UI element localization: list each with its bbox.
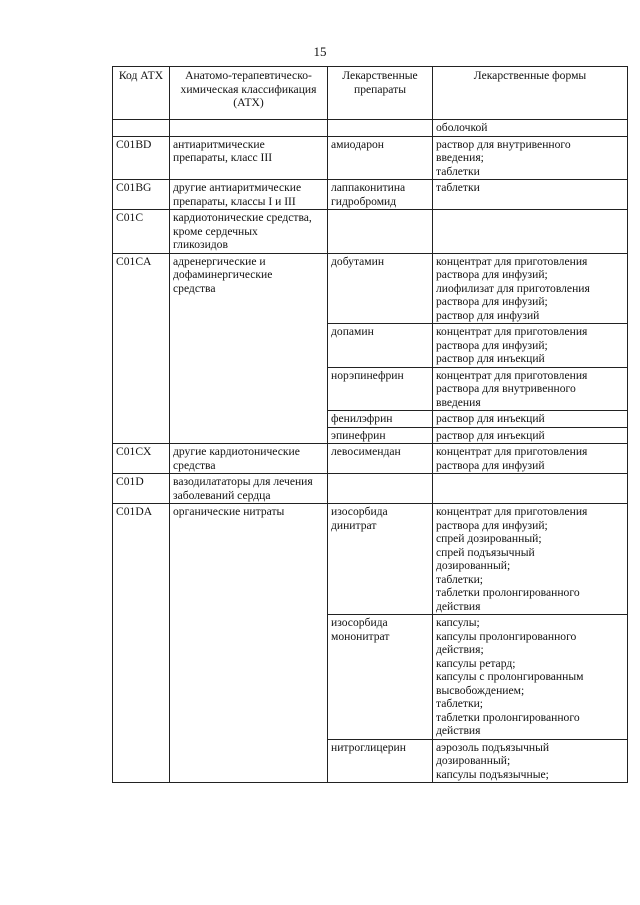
drug-cell: допамин: [328, 324, 433, 368]
atc-code-cell: C01BG: [113, 180, 170, 210]
classification-cell: другие кардиотонические средства: [170, 444, 328, 474]
drug-cell: нитроглицерин: [328, 739, 433, 783]
classification-cell: другие антиаритмические препараты, классы I и III: [170, 180, 328, 210]
header-drugs: Лекарственные препараты: [328, 67, 433, 120]
drug-cell: изосорбида мононитрат: [328, 615, 433, 740]
classification-cell: антиаритмические препараты, класс III: [170, 136, 328, 180]
drug-cell: фенилэфрин: [328, 411, 433, 428]
forms-cell: [433, 474, 628, 504]
drug-cell: [328, 474, 433, 504]
forms-cell: оболочкой: [433, 120, 628, 137]
page-number: 15: [313, 44, 327, 59]
atc-code-cell: C01DA: [113, 504, 170, 783]
header-forms: Лекарственные формы: [433, 67, 628, 120]
forms-cell: раствор для внутривенного введения; таблетки: [433, 136, 628, 180]
forms-cell: капсулы; капсулы пролонгированного действия; капсулы ретард; капсулы с пролонгированным высвобождением; таблетки; таблетки пролонгированного действия: [433, 615, 628, 740]
table-row: [113, 210, 628, 254]
table-row: [113, 504, 628, 615]
drug-cell: [328, 210, 433, 254]
drug-cell: норэпинефрин: [328, 367, 433, 411]
forms-cell: [433, 210, 628, 254]
forms-cell: концентрат для приготовления раствора для инфузий; лиофилизат для приготовления раствора для инфузий; раствор для инфузий: [433, 253, 628, 324]
atc-code-cell: C01BD: [113, 136, 170, 180]
drug-cell: добутамин: [328, 253, 433, 324]
atc-code-cell: C01CA: [113, 253, 170, 444]
drug-cell: левосимендан: [328, 444, 433, 474]
table-header-row: [113, 67, 628, 120]
forms-cell: раствор для инъекций: [433, 427, 628, 444]
table-row: [113, 180, 628, 210]
classification-cell: кардиотонические средства, кроме сердечных гликозидов: [170, 210, 328, 254]
classification-cell: адренергические и дофаминергические средства: [170, 253, 328, 444]
header-atc-code: Код АТХ: [113, 67, 170, 120]
classification-cell: [170, 120, 328, 137]
table-row: [113, 444, 628, 474]
drug-cell: изосорбида динитрат: [328, 504, 433, 615]
forms-cell: раствор для инъекций: [433, 411, 628, 428]
header-classification: Анатомо-терапевтическо- химическая классификация (АТХ): [170, 67, 328, 120]
forms-cell: концентрат для приготовления раствора для инфузий; спрей дозированный; спрей подъязычный дозированный; таблетки; таблетки пролонгированного действия: [433, 504, 628, 615]
atc-code-cell: C01C: [113, 210, 170, 254]
drug-cell: эпинефрин: [328, 427, 433, 444]
atc-drug-table: [112, 66, 628, 783]
drug-cell: амиодарон: [328, 136, 433, 180]
atc-code-cell: C01D: [113, 474, 170, 504]
table-row: [113, 136, 628, 180]
forms-cell: концентрат для приготовления раствора для внутривенного введения: [433, 367, 628, 411]
atc-code-cell: [113, 120, 170, 137]
table-row: [113, 253, 628, 324]
drug-cell: лаппаконитина гидробромид: [328, 180, 433, 210]
forms-cell: концентрат для приготовления раствора для инфузий; раствор для инъекций: [433, 324, 628, 368]
table-row: [113, 474, 628, 504]
table-row: [113, 120, 628, 137]
forms-cell: концентрат для приготовления раствора для инфузий: [433, 444, 628, 474]
classification-cell: вазодилататоры для лечения заболеваний сердца: [170, 474, 328, 504]
drug-cell: [328, 120, 433, 137]
classification-cell: органические нитраты: [170, 504, 328, 783]
forms-cell: таблетки: [433, 180, 628, 210]
forms-cell: аэрозоль подъязычный дозированный; капсулы подъязычные;: [433, 739, 628, 783]
atc-code-cell: C01CX: [113, 444, 170, 474]
